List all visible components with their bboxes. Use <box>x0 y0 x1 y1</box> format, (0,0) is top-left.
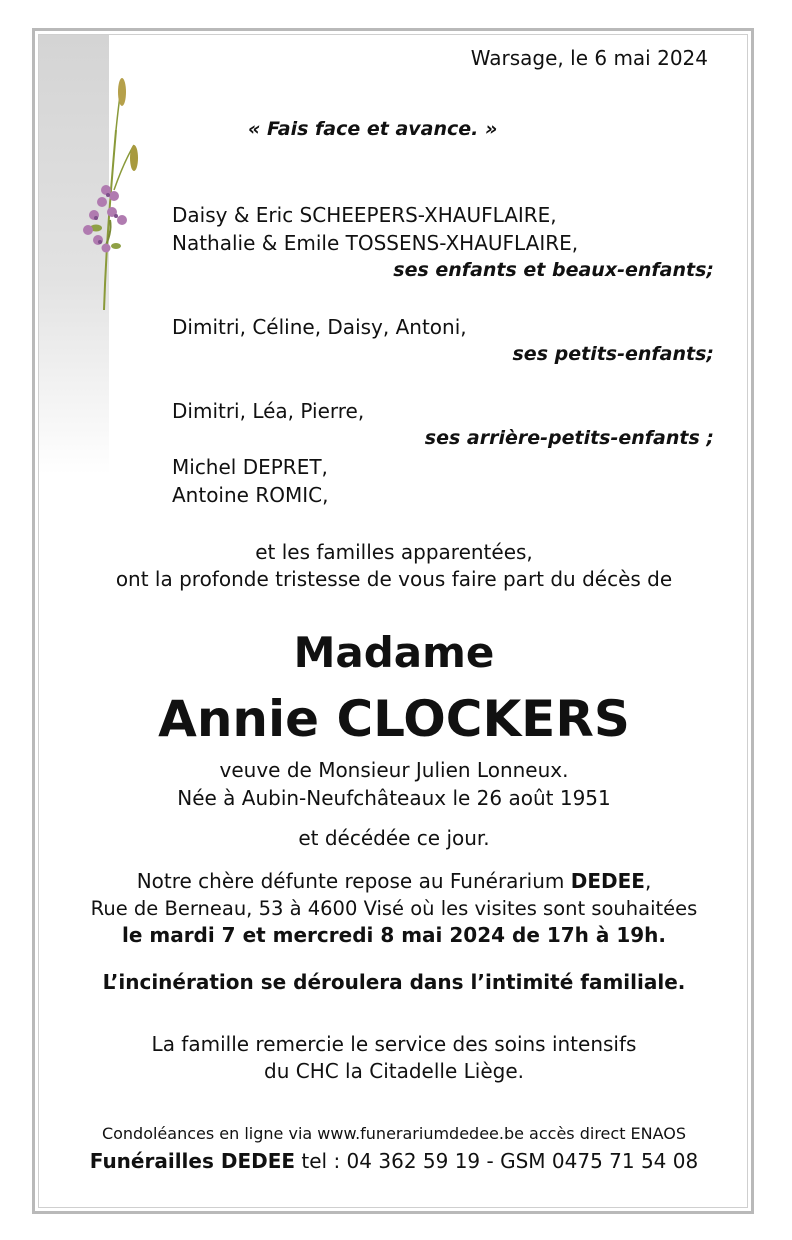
other-relative-2: Antoine ROMIC, <box>172 483 329 507</box>
children-line-2: Nathalie & Emile TOSSENS-XHAUFLAIRE, <box>172 231 579 255</box>
funerarium-name: DEDEE <box>570 869 645 893</box>
visitation-line-1 <box>40 869 748 893</box>
grandchildren: Dimitri, Céline, Daisy, Antoni, <box>172 315 467 339</box>
thanks-line-2: du CHC la Citadelle Liège. <box>264 1059 524 1083</box>
death-line: et décédée ce jour. <box>298 826 490 850</box>
visitation-line-2: Rue de Berneau, 53 à 4600 Visé où les visites sont souhaitées <box>90 897 698 920</box>
thanks-line-1: La famille remercie le service des soins intensifs <box>151 1032 637 1056</box>
announcement-line-2: ont la profonde tristesse de vous faire part du décès de <box>115 567 673 591</box>
motto: « Fais face et avance. » <box>248 118 498 140</box>
grandchildren-role: ses petits-enfants; <box>512 343 714 365</box>
birth-line: Née à Aubin-Neufchâteaux le 26 août 1951 <box>177 786 611 810</box>
condolences-line: Condoléances en ligne via www.funerariumdedee.be accès direct ENAOS <box>101 1124 687 1143</box>
visitation-hours: le mardi 7 et mercredi 8 mai 2024 de 17h à 19h. <box>121 923 667 947</box>
children-role: ses enfants et beaux-enfants; <box>393 259 714 281</box>
deceased-title: Madame <box>293 628 495 677</box>
company-name: Funérailles DEDEE <box>89 1149 296 1173</box>
contact-numbers: tel : 04 362 59 19 - GSM 0475 71 54 08 <box>295 1149 699 1173</box>
great-grandchildren: Dimitri, Léa, Pierre, <box>172 399 365 423</box>
visitation-prefix: Notre chère défunte repose au Funérarium <box>136 869 571 893</box>
visitation-suffix: , <box>644 869 652 893</box>
cremation-notice: L’incinération se déroulera dans l’intimité familiale. <box>102 970 686 994</box>
children-line-1: Daisy & Eric SCHEEPERS-XHAUFLAIRE, <box>172 203 557 227</box>
violet-flower-icon <box>66 70 156 320</box>
other-relative-1: Michel DEPRET, <box>172 455 328 479</box>
deceased-name: Annie CLOCKERS <box>158 690 630 748</box>
widow-of: veuve de Monsieur Julien Lonneux. <box>219 758 569 782</box>
announcement-line-1: et les familles apparentées, <box>255 540 533 564</box>
date-line: Warsage, le 6 mai 2024 <box>470 46 708 70</box>
contact-line <box>40 1149 748 1173</box>
great-grandchildren-role: ses arrière-petits-enfants ; <box>424 427 714 449</box>
